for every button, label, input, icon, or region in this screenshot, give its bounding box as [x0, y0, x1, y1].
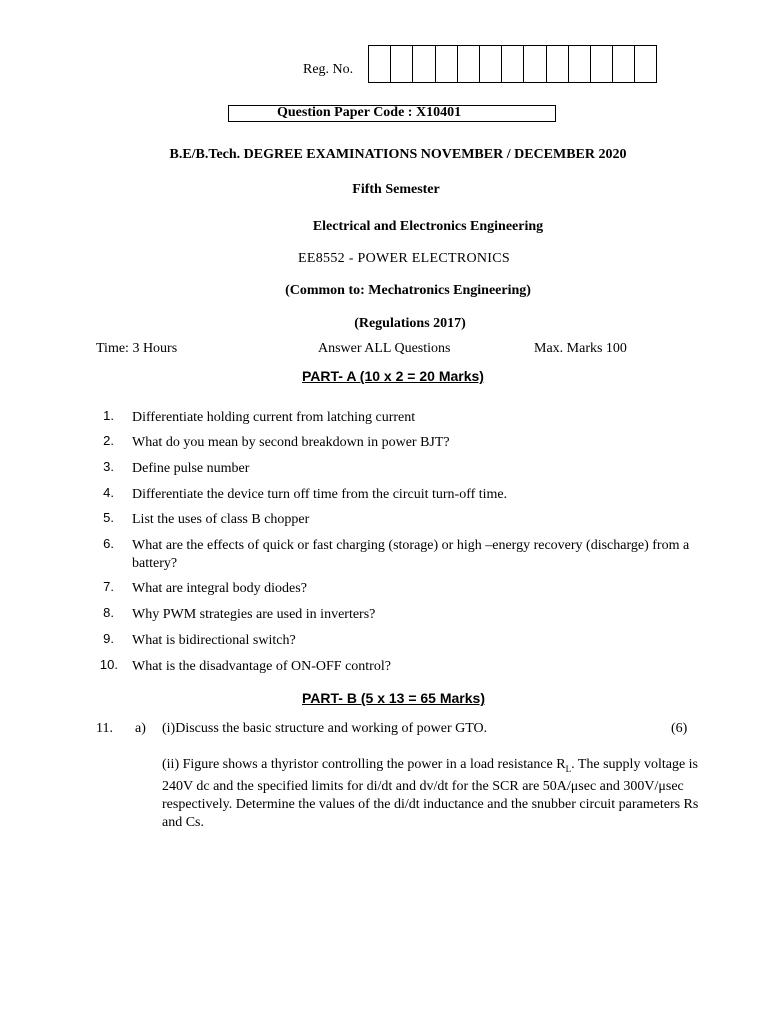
reg-no-cell[interactable]: [502, 46, 524, 82]
question-number: 6.: [103, 536, 114, 551]
question-text: Why PWM strategies are used in inverters?: [132, 607, 376, 622]
reg-no-cell[interactable]: [591, 46, 613, 82]
question-number: 3.: [103, 459, 114, 474]
question-number: 11.: [96, 721, 113, 736]
question-number: 10.: [99, 657, 118, 672]
question-text: Define pulse number: [132, 461, 250, 476]
reg-no-cell[interactable]: [635, 46, 657, 82]
reg-no-cell[interactable]: [458, 46, 480, 82]
reg-no-cell[interactable]: [436, 46, 458, 82]
question-text: What are the effects of quick or fast charging (storage) or high –energy recovery (discharge) from a battery?: [132, 538, 690, 571]
reg-no-cell[interactable]: [613, 46, 635, 82]
reg-no-cell[interactable]: [524, 46, 546, 82]
paper-code: Question Paper Code : X10401: [277, 105, 462, 120]
paper-code-box: [228, 105, 556, 122]
question-number: 5.: [103, 510, 114, 525]
department: Electrical and Electronics Engineering: [312, 219, 544, 234]
common-to: (Common to: Mechatronics Engineering): [285, 283, 531, 298]
part-a-heading: PART- A (10 x 2 = 20 Marks): [302, 368, 484, 384]
sub-question-label: a): [135, 721, 146, 736]
question-number: 4.: [103, 485, 114, 500]
question-text: List the uses of class B chopper: [132, 512, 310, 527]
question-text: Differentiate the device turn off time from the circuit turn-off time.: [132, 487, 508, 502]
semester: Fifth Semester: [352, 182, 440, 197]
question-number: 2.: [103, 433, 114, 448]
question-text: What do you mean by second breakdown in power BJT?: [132, 435, 450, 450]
part-b-heading: PART- B (5 x 13 = 65 Marks): [302, 690, 485, 706]
sub-question-i: (i)Discuss the basic structure and working of power GTO.: [162, 721, 488, 736]
load-resistance-subscript: L: [565, 763, 572, 774]
instruction: Answer ALL Questions: [318, 341, 451, 356]
question-text: What is bidirectional switch?: [132, 633, 296, 648]
marks-label: (6): [671, 721, 688, 736]
reg-no-cell[interactable]: [480, 46, 502, 82]
time-info: Time: 3 Hours: [96, 341, 178, 356]
reg-no-cell[interactable]: [413, 46, 435, 82]
exam-title: B.E/B.Tech. DEGREE EXAMINATIONS NOVEMBER / DECEMBER 2020: [169, 147, 627, 162]
question-number: 7.: [103, 579, 114, 594]
question-text: What are integral body diodes?: [132, 581, 307, 596]
course-title: EE8552 - POWER ELECTRONICS: [298, 251, 510, 266]
sub-question-ii-text-2: . The supply voltage is 240V dc and the specified limits for di/dt and dv/dt for the SCR are 50A/μsec and 300V/μsec respectively. Determine the values of the di/dt inductance and the snubber circuit parameters Rs and Cs.: [162, 757, 699, 830]
reg-no-cell[interactable]: [391, 46, 413, 82]
question-number: 1.: [103, 408, 114, 423]
question-number: 8.: [103, 605, 114, 620]
max-marks: Max. Marks 100: [534, 341, 627, 356]
question-text: Differentiate holding current from latching current: [132, 410, 416, 425]
question-text: What is the disadvantage of ON-OFF control?: [132, 659, 391, 674]
reg-no-cell[interactable]: [547, 46, 569, 82]
reg-no-boxes[interactable]: [368, 45, 657, 83]
sub-question-ii: [162, 756, 718, 832]
reg-no-cell[interactable]: [369, 46, 391, 82]
reg-no-cell[interactable]: [569, 46, 591, 82]
sub-question-ii-text-1: (ii) Figure shows a thyristor controlling the power in a load resistance R: [162, 757, 566, 772]
reg-no-label: Reg. No.: [303, 62, 354, 77]
question-number: 9.: [103, 631, 114, 646]
regulations: (Regulations 2017): [354, 316, 466, 331]
